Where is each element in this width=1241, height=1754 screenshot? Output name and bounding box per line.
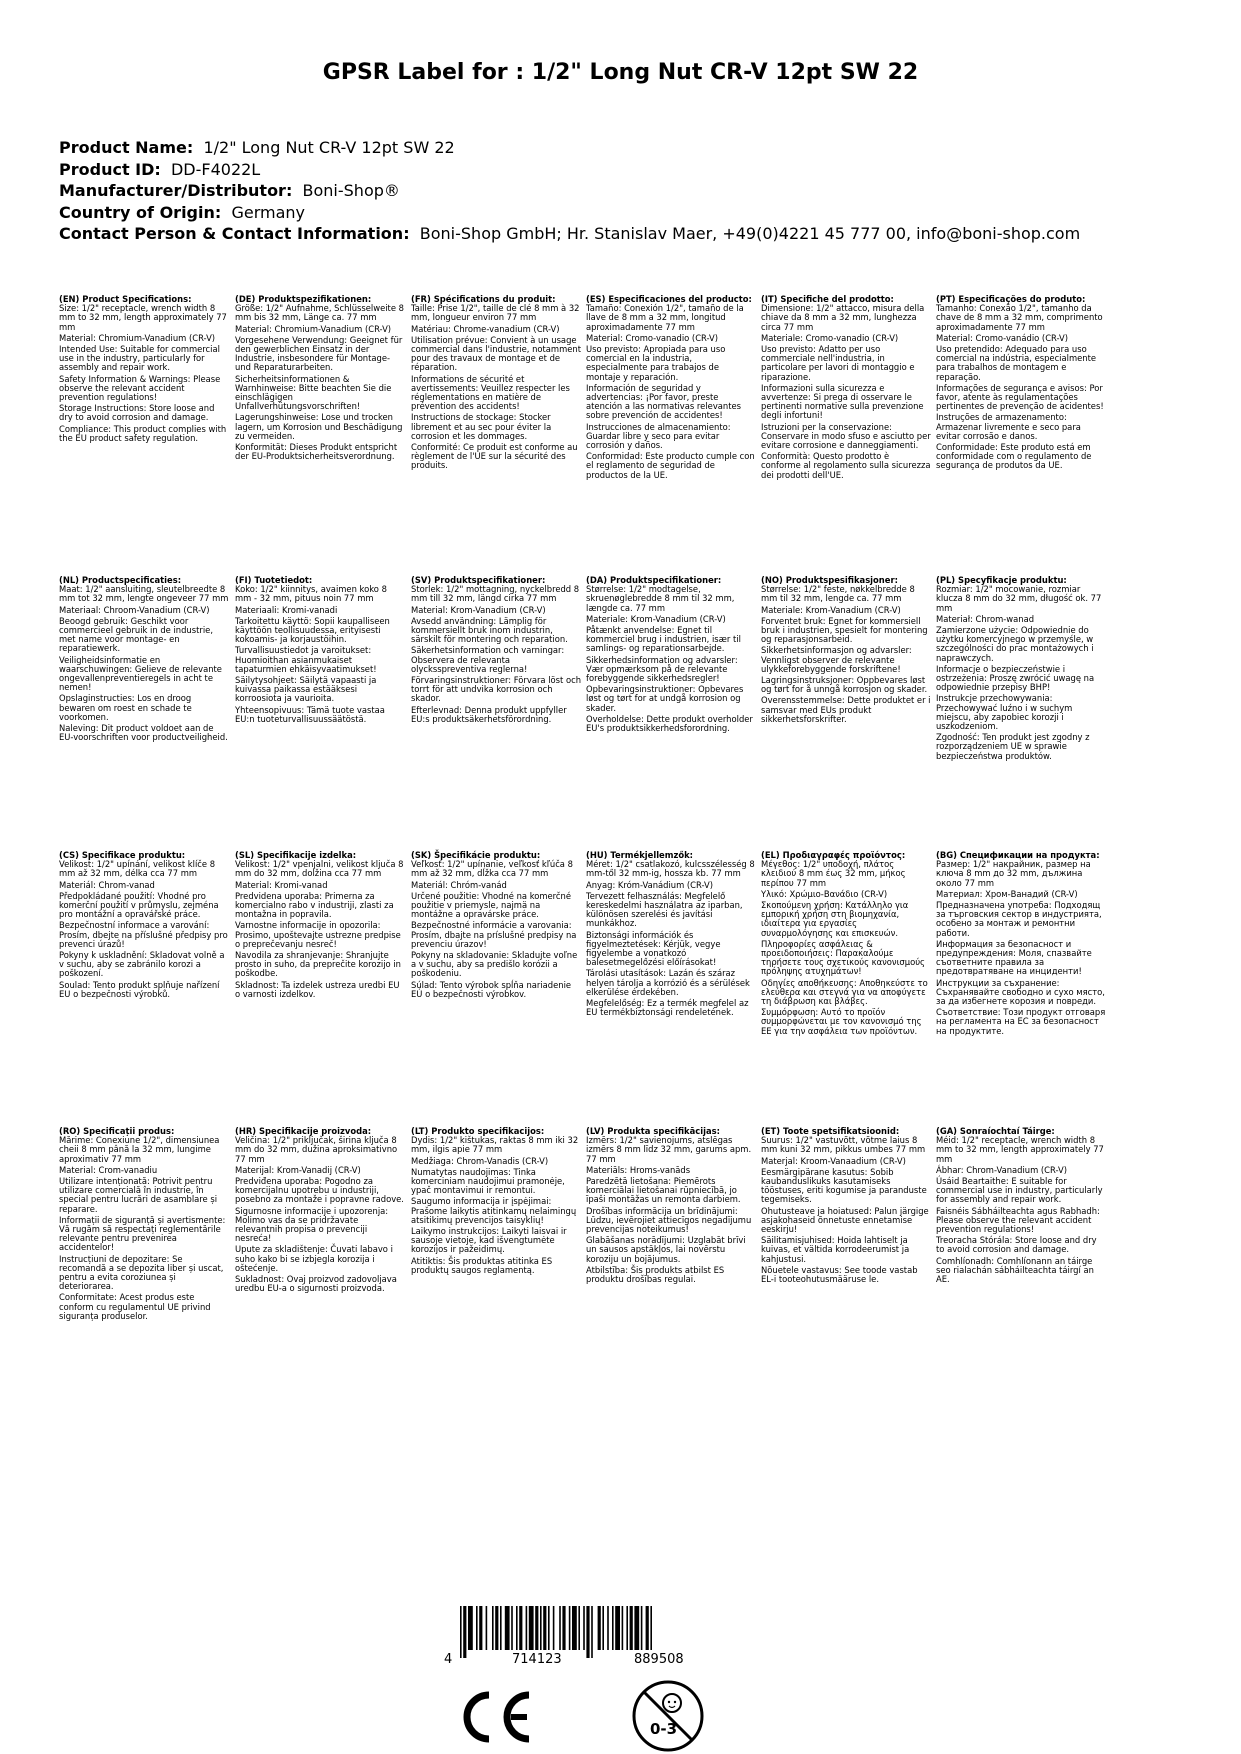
language-heading: (HR) Specifikacije proizvoda: bbox=[235, 1126, 372, 1136]
spec-paragraph: Lagringsinstruksjoner: Oppbevares løst og tørt for å unngå korrosjon og skader. bbox=[761, 675, 928, 695]
barcode-bar bbox=[500, 1606, 502, 1650]
barcode-bar bbox=[526, 1606, 528, 1650]
spec-paragraph: Informations de sécurité et avertissements: Veuillez respecter les réglementations en matière de prévention des accidents! bbox=[411, 373, 570, 412]
language-block bbox=[235, 851, 405, 1001]
spec-paragraph: Numatytas naudojimas: Tinka komerciniam naudojimui pramonėje, ypač montavimui ir remontui. bbox=[411, 1166, 565, 1196]
origin-row bbox=[59, 202, 1199, 224]
spec-paragraph: Soulad: Tento produkt splňuje nařízení EU o bezpečnosti výrobků. bbox=[59, 979, 220, 999]
spec-paragraph: Conformidade: Este produto está em conformidade com o regulamento de segurança de produtos da UE. bbox=[936, 442, 1092, 471]
language-block bbox=[235, 1127, 405, 1295]
spec-paragraph: Tamanho: Conexão 1/2", tamanho da chave de 8 mm a 32 mm, comprimento aproximadamente 77 mm bbox=[936, 303, 1103, 332]
barcode-bar bbox=[578, 1606, 580, 1650]
spec-paragraph: Sigurnosne informacije i upozorenja: Molimo vas da se pridržavate relevantnih propisa o prevenciji nesreća! bbox=[235, 1205, 389, 1244]
spec-paragraph: Forventet bruk: Egnet for kommersiell bruk i industrien, spesielt for montering og reparasjonsarbeid. bbox=[761, 615, 928, 645]
spec-paragraph: Informacje o bezpieczeństwie i ostrzeżenia: Proszę zwrócić uwagę na odpowiednie przepisy BHP! bbox=[936, 663, 1095, 693]
spec-paragraph: Συμμόρφωση: Αυτό το προϊόν συμμορφώνεται με τον κανονισμό της ΕΕ για την ασφάλεια των προϊόντων. bbox=[761, 1007, 922, 1036]
spec-paragraph: Πληροφορίες ασφάλειας & προειδοποιήσεις: Παρακαλούμε τηρήσετε τους σχετικούς κανονισμούς πρόληψης ατυχημάτων! bbox=[761, 938, 925, 977]
spec-paragraph: Materiale: Cromo-vanadio (CR-V) bbox=[761, 332, 899, 343]
spec-paragraph: Upute za skladištenje: Čuvati labavo i suho kako bi se izbjegla korozija i oštećenje. bbox=[235, 1244, 393, 1273]
spec-paragraph: Tervezett felhasználás: Megfelelő kereskedelmi használatra az iparban, különösen szerelési és javítási munkákhoz. bbox=[586, 890, 743, 929]
language-block bbox=[936, 1127, 1106, 1286]
spec-paragraph: Dimensione: 1/2" attacco, misura della chiave da 8 mm a 32 mm, lunghezza circa 77 mm bbox=[761, 303, 925, 332]
language-heading: (PT) Especificações do produto: bbox=[936, 294, 1086, 304]
product-id-value: DD-F4022L bbox=[170, 159, 261, 179]
spec-paragraph: Nõuetele vastavus: See toode vastab EL-i tooteohutusmääruse le. bbox=[761, 1264, 918, 1285]
spec-paragraph: Storage Instructions: Store loose and dry to avoid corrosion and damage. bbox=[59, 403, 215, 423]
spec-paragraph: Eesmärgipärane kasutus: Sobib kaubanduslikuks kasutamiseks tööstuses, eriti kogumise ja paranduste tegemiseks. bbox=[761, 1166, 927, 1205]
spec-paragraph: Materiał: Chrom-wanad bbox=[936, 613, 1035, 624]
spec-paragraph: Drošības informācija un brīdinājumi: Lūdzu, ievērojiet attiecīgos negadījumu prevencijas noteikumus! bbox=[586, 1205, 752, 1235]
barcode-bar bbox=[543, 1606, 546, 1650]
spec-paragraph: Sikkerhedsinformation og advarsler: Vær opmærksom på de relevante forebyggende sikkerhedsregler! bbox=[586, 654, 738, 684]
spec-paragraph: Materjal: Kroom-Vanaadium (CR-V) bbox=[761, 1155, 906, 1166]
spec-paragraph: Biztonsági információk és figyelmeztetések: Kérjük, vegye figyelembe a vonatkozó balesetmegelőzési előírásokat! bbox=[586, 929, 721, 968]
language-block bbox=[235, 576, 405, 726]
spec-paragraph: Material: Krom-Vanadium (CR-V) bbox=[411, 604, 546, 615]
spec-paragraph: Koko: 1/2" kiinnitys, avaimen koko 8 mm - 32 mm, pituus noin 77 mm bbox=[235, 584, 387, 604]
barcode-bar bbox=[519, 1606, 522, 1650]
barcode-digits-3: 889508 bbox=[634, 1652, 684, 1666]
spec-paragraph: Σκοπούμενη χρήση: Κατάλληλο για εμπορική χρήση στη βιομηχανία, ιδιαίτερα για εργασίες συναρμολόγησης και επισκευών. bbox=[761, 900, 909, 938]
spec-paragraph: Sukladnost: Ovaj proizvod zadovoljava uredbu EU-a o sigurnosti proizvoda. bbox=[235, 1274, 397, 1294]
contact-row bbox=[59, 223, 1199, 245]
spec-paragraph: Materijal: Krom-Vanadij (CR-V) bbox=[235, 1164, 361, 1175]
language-heading: (LT) Produkto specifikacijos: bbox=[411, 1126, 545, 1136]
spec-paragraph: Velikost: 1/2" upínání, velikost klíče 8 mm až 32 mm, délka cca 77 mm bbox=[59, 859, 216, 879]
barcode-bar bbox=[612, 1606, 614, 1650]
spec-paragraph: Navodila za shranjevanje: Shranjujte prosto in suho, da preprečite korozijo in poškodbe. bbox=[235, 950, 401, 979]
ean-barcode bbox=[440, 1606, 740, 1666]
spec-paragraph: Megfelelőség: Ez a termék megfelel az EU termékbiztonsági rendeletének. bbox=[586, 998, 749, 1018]
barcode-bar bbox=[622, 1606, 624, 1650]
spec-paragraph: Lagerungshinweise: Lose und trocken lagern, um Korrosion und Beschädigung zu vermeiden. bbox=[235, 412, 403, 441]
barcode-bar bbox=[641, 1606, 643, 1650]
spec-paragraph: Saugumo informacija ir įspėjimai: Prašome laikytis atitinkamų nelaimingų atsitikimų prevencijos taisyklių! bbox=[411, 1196, 577, 1225]
language-block bbox=[761, 295, 931, 482]
spec-paragraph: Pokyny na skladovanie: Skladujte voľne a v suchu, aby sa predišlo korózii a poškodeniu. bbox=[411, 950, 578, 979]
spec-paragraph: Οδηγίες αποθήκευσης: Αποθηκεύστε το ελεύθερα και στεγνά για να αποφύγετε τη διάβρωση και βλάβες. bbox=[761, 977, 928, 1007]
language-heading: (BG) Спецификации на продукта: bbox=[936, 850, 1100, 860]
spec-paragraph: Størrelse: 1/2" feste, nøkkelbredde 8 mm til 32 mm, lengde ca. 77 mm bbox=[761, 584, 915, 604]
spec-paragraph: Säilitamisjuhised: Hoida lahtiselt ja kuivas, et vältida korrodeerumist ja kahjustusi. bbox=[761, 1235, 910, 1264]
barcode-bar bbox=[548, 1606, 550, 1650]
page-title: GPSR Label for : 1/2" Long Nut CR-V 12pt SW 22 bbox=[322, 60, 919, 85]
spec-paragraph: Μέγεθος: 1/2" υποδοχή, πλάτος κλειδιού 8 mm έως 32 mm, μήκος περίπου 77 mm bbox=[761, 859, 906, 888]
language-heading: (SV) Produktspecifikationer: bbox=[411, 575, 546, 585]
spec-paragraph: Conformité: Ce produit est conforme au règlement de l'UE sur la sécurité des produits. bbox=[411, 442, 578, 471]
language-block bbox=[411, 851, 581, 1001]
language-block bbox=[586, 1127, 756, 1286]
spec-paragraph: Materiale: Krom-Vanadium (CR-V) bbox=[761, 604, 901, 615]
spec-paragraph: Sicherheitsinformationen & Warnhinweise: Bitte beachten Sie die einschlägigen Unfallverhütungsvorschriften! bbox=[235, 373, 392, 412]
spec-paragraph: Laikymo instrukcijos: Laikyti laisvai ir sausoje vietoje, kad išvengtumėte korozijos ir pažeidimų. bbox=[411, 1226, 567, 1255]
spec-paragraph: Taille: Prise 1/2", taille de clé 8 mm à 32 mm, longueur environ 77 mm bbox=[411, 303, 580, 323]
language-block bbox=[586, 295, 756, 482]
spec-paragraph: Storlek: 1/2" mottagning, nyckelbredd 8 mm till 32 mm, längd cirka 77 mm bbox=[411, 584, 580, 604]
manufacturer-value: Boni-Shop® bbox=[302, 181, 400, 200]
spec-paragraph: Predvidena uporaba: Primerna za komercialno rabo v industriji, zlasti za montažna in popravila. bbox=[235, 890, 394, 920]
spec-paragraph: Veiligheidsinformatie en waarschuwingen: Gelieve de relevante ongevallenpreventieregels in acht te nemen! bbox=[59, 654, 222, 693]
language-heading: (CS) Specifikace produktu: bbox=[59, 850, 186, 860]
spec-paragraph: Faisnéis Sábháilteachta agus Rabhadh: Please observe the relevant accident prevention regulations! bbox=[936, 1205, 1100, 1235]
spec-paragraph: Comhlíonadh: Comhlíonann an táirge seo rialachán sábháilteachta táirgí an AE. bbox=[936, 1255, 1094, 1285]
spec-paragraph: Ohutusteave ja hoiatused: Palun järgige asjakohaseid õnnetuste ennetamise eeskirju! bbox=[761, 1205, 929, 1235]
spec-paragraph: Instruções de armazenamento: Armazenar livremente e seco para evitar corrosão e danos. bbox=[936, 412, 1081, 441]
language-block bbox=[586, 576, 756, 735]
spec-paragraph: Размер: 1/2" накрайник, размер на ключа 8 mm до 32 mm, дължина около 77 mm bbox=[936, 859, 1091, 888]
barcode-bar bbox=[650, 1606, 652, 1650]
barcode-bar bbox=[529, 1606, 534, 1650]
spec-paragraph: Predviđena uporaba: Pogodno za komercijalnu upotrebu u industriji, posebno za montaže i popravne radove. bbox=[235, 1176, 404, 1205]
language-block bbox=[411, 576, 581, 726]
language-block bbox=[761, 1127, 931, 1286]
barcode-bar bbox=[598, 1606, 601, 1650]
spec-paragraph: Ábhar: Chrom-Vanadium (CR-V) bbox=[936, 1164, 1068, 1175]
spec-paragraph: Suurus: 1/2" vastuvõtt, võtme laius 8 mm kuni 32 mm, pikkus umbes 77 mm bbox=[761, 1135, 926, 1155]
spec-paragraph: Conformitate: Acest produs este conform cu regulamentul UE privind siguranța produselor. bbox=[59, 1292, 211, 1321]
product-name-label: Product Name: bbox=[59, 138, 194, 157]
spec-paragraph: Инструкции за съхранение: Съхранявайте свободно и сухо място, за да избегнете корозия и повреди. bbox=[936, 977, 1105, 1007]
manufacturer-label: Manufacturer/Distributor: bbox=[59, 181, 293, 200]
spec-paragraph: Předpokládané použití: Vhodné pro komerční použití v průmyslu, zejména pro montážní a opravářské práce. bbox=[59, 890, 219, 920]
spec-paragraph: Overholdelse: Dette produkt overholder EU's produktsikkerhedsforordning. bbox=[586, 713, 753, 734]
barcode-bar bbox=[572, 1606, 577, 1650]
spec-paragraph: Materiál: Chrom-vanad bbox=[59, 879, 155, 890]
barcode-bar bbox=[535, 1606, 538, 1650]
spec-paragraph: Uso pretendido: Adequado para uso comercial na indústria, especialmente para trabalhos de montagem e reparação. bbox=[936, 344, 1097, 382]
spec-paragraph: Bezpečnostné informácie a varovania: Prosím, dbajte na príslušné predpisy na prevenciu úrazov! bbox=[411, 920, 577, 949]
spec-paragraph: Tarkoitettu käyttö: Sopii kaupalliseen käyttöön teollisuudessa, erityisesti kokoamis- ja korjaustöihin. bbox=[235, 615, 390, 645]
spec-paragraph: Mărime: Conexiune 1/2", dimensiunea cheii 8 mm până la 32 mm, lungime aproximativ 77 mm bbox=[59, 1135, 220, 1164]
spec-paragraph: Naleving: Dit product voldoet aan de EU-voorschriften voor productveiligheid. bbox=[59, 723, 228, 743]
language-block bbox=[59, 295, 229, 445]
barcode-bar bbox=[479, 1606, 482, 1650]
spec-paragraph: Beoogd gebruik: Geschikt voor commercieel gebruik in de industrie, met name voor montage- en reparatiewerk. bbox=[59, 615, 213, 654]
spec-paragraph: Maat: 1/2" aansluiting, sleutelbreedte 8 mm tot 32 mm, lengte ongeveer 77 mm bbox=[59, 584, 229, 604]
product-name-value: 1/2" Long Nut CR-V 12pt SW 22 bbox=[203, 138, 455, 157]
spec-paragraph: Säkerhetsinformation och varningar: Observera de relevanta olycksspreventiva reglerna! bbox=[411, 645, 565, 674]
spec-paragraph: Velikost: 1/2" vpenjalni, velikost ključa 8 mm do 32 mm, dolžina cca 77 mm bbox=[235, 859, 404, 879]
language-block bbox=[761, 851, 931, 1038]
spec-paragraph: Bezpečnostní informace a varování: Prosím, dbejte na příslušné předpisy pro prevenci úrazů! bbox=[59, 920, 228, 949]
language-heading: (FR) Spécifications du produit: bbox=[411, 294, 556, 304]
language-heading: (NO) Produktspesifikasjoner: bbox=[761, 575, 898, 585]
language-heading: (EN) Product Specifications: bbox=[59, 294, 192, 304]
spec-paragraph: Atbilstība: Šis produkts atbilst ES produktu drošības regulai. bbox=[586, 1264, 725, 1285]
spec-paragraph: Størrelse: 1/2" modtagelse, skruenøglebredde 8 mm til 32 mm, længde ca. 77 mm bbox=[586, 584, 735, 613]
barcode-bar bbox=[486, 1606, 488, 1650]
spec-paragraph: Säilytysohjeet: Säilytä vapaasti ja kuivassa paikassa estääksesi korroosiota ja vaurioita. bbox=[235, 675, 377, 704]
spec-paragraph: Avsedd användning: Lämplig för kommersiellt bruk inom industrin, särskilt för montering och reparation. bbox=[411, 615, 568, 645]
spec-paragraph: Konformität: Dieses Produkt entspricht der EU-Produktsicherheitsverordnung. bbox=[235, 442, 398, 462]
contact-value: Boni-Shop GmbH; Hr. Stanislav Maer, +49(0)4221 45 777 00, info@boni-shop.com bbox=[419, 224, 1081, 243]
language-block bbox=[936, 295, 1106, 473]
barcode-bar bbox=[615, 1606, 620, 1650]
spec-paragraph: Veľkosť: 1/2" upínanie, veľkosť kľúča 8 mm až 32 mm, dĺžka cca 77 mm bbox=[411, 859, 573, 879]
barcode-bar bbox=[511, 1606, 513, 1650]
spec-paragraph: Opslaginstructies: Los en droog bewaren om roest en schade te voorkomen. bbox=[59, 693, 192, 722]
barcode-bar bbox=[646, 1606, 649, 1650]
spec-paragraph: Materiaal: Chroom-Vanadium (CR-V) bbox=[59, 604, 210, 615]
spec-paragraph: Treoracha Stórála: Store loose and dry to avoid corrosion and damage. bbox=[936, 1235, 1097, 1255]
barcode-bar bbox=[492, 1606, 494, 1650]
barcode-bar bbox=[630, 1606, 633, 1650]
language-heading: (PL) Specyfikacje produktu: bbox=[936, 575, 1067, 585]
language-heading: (RO) Specificații produs: bbox=[59, 1126, 175, 1136]
language-block bbox=[59, 851, 229, 1001]
spec-paragraph: Material: Cromo-vanadio (CR-V) bbox=[586, 332, 719, 343]
spec-paragraph: Material: Kromi-vanad bbox=[235, 879, 328, 890]
barcode-bar bbox=[562, 1606, 565, 1650]
language-heading: (GA) Sonraíochtaí Táirge: bbox=[936, 1126, 1055, 1136]
spec-paragraph: Informații de siguranță și avertismente: Vă rugăm să respectați reglementările relevante pentru prevenirea accidentelor! bbox=[59, 1214, 226, 1253]
barcode-bar bbox=[607, 1606, 609, 1650]
spec-paragraph: Material: Cromo-vanádio (CR-V) bbox=[936, 332, 1069, 343]
barcode-digits-2: 714123 bbox=[512, 1652, 562, 1666]
spec-paragraph: Sikkerhetsinformasjon og advarsler: Vennligst observer de relevante ulykkeforebyggende forskriftene! bbox=[761, 645, 912, 674]
language-heading: (IT) Specifiche del prodotto: bbox=[761, 294, 894, 304]
barcode-bar bbox=[634, 1606, 639, 1650]
spec-paragraph: Materiāls: Hroms-vanāds bbox=[586, 1164, 691, 1175]
barcode-bar bbox=[583, 1606, 585, 1650]
spec-paragraph: Material: Crom-vanadiu bbox=[59, 1164, 158, 1175]
barcode-bar bbox=[505, 1606, 510, 1650]
spec-paragraph: Zgodność: Ten produkt jest zgodny z rozporządzeniem UE w sprawie bezpieczeństwa produktów. bbox=[936, 732, 1090, 761]
manufacturer-row bbox=[59, 180, 1199, 202]
spec-paragraph: Vorgesehene Verwendung: Geeignet für den gewerblichen Einsatz in der Industrie, insbesondere für Montage- und Reparaturarbeiten. bbox=[235, 334, 403, 373]
product-id-label: Product ID: bbox=[59, 159, 161, 179]
spec-paragraph: Съответствие: Този продукт отговаря на регламента на ЕС за безопасност на продуктите. bbox=[936, 1007, 1106, 1036]
spec-paragraph: Varnostne informacije in opozorila: Prosimo, upoštevajte ustrezne predpise o preprečevanju nesreč! bbox=[235, 920, 401, 949]
barcode-bar bbox=[591, 1606, 593, 1658]
spec-paragraph: Veličina: 1/2" priključak, širina ključa 8 mm do 32 mm, dužina aproksimativno 77 mm bbox=[235, 1135, 398, 1164]
spec-paragraph: Určené použitie: Vhodné na komerčné použitie v priemysle, najmä na montážne a opravárske práce. bbox=[411, 890, 571, 920]
barcode-bar bbox=[540, 1606, 542, 1650]
spec-paragraph: Tárolási utasítások: Lazán és száraz helyen tárolja a korrózió és a sérülések elkerülése érdekében. bbox=[586, 968, 750, 997]
language-block bbox=[761, 576, 931, 726]
barcode-bar bbox=[559, 1606, 561, 1650]
spec-paragraph: Größe: 1/2" Aufnahme, Schlüsselweite 8 mm bis 32 mm, Länge ca. 77 mm bbox=[235, 303, 404, 323]
product-id-row bbox=[59, 159, 1199, 181]
language-heading: (NL) Productspecificaties: bbox=[59, 575, 182, 585]
spec-paragraph: Uso previsto: Adatto per uso commerciale nell'industria, in particolare per lavori di montaggio e riparazione. bbox=[761, 344, 915, 382]
spec-paragraph: Izmērs: 1/2" savienojums, atslēgas izmērs 8 mm līdz 32 mm, garums apm. 77 mm bbox=[586, 1135, 752, 1164]
spec-paragraph: Materiaali: Kromi-vanadi bbox=[235, 604, 338, 615]
spec-paragraph: Overensstemmelse: Dette produktet er i samsvar med EUs produkt sikkerhetsforskrifter. bbox=[761, 695, 931, 724]
language-heading: (ES) Especificaciones del producto: bbox=[586, 294, 752, 304]
barcode-bar bbox=[476, 1606, 478, 1650]
language-block bbox=[59, 576, 229, 744]
age-warning-icon bbox=[630, 1678, 706, 1754]
spec-paragraph: Zamierzone użycie: Odpowiednie do użytku komercyjnego w przemyśle, w szczególności do prac montażowych i naprawczych. bbox=[936, 625, 1094, 663]
contact-label: Contact Person & Contact Information: bbox=[59, 224, 410, 243]
language-block bbox=[411, 1127, 581, 1277]
spec-paragraph: Medžiaga: Chrom-Vanadis (CR-V) bbox=[411, 1155, 549, 1166]
spec-paragraph: Súlad: Tento výrobok spĺňa nariadenie EÚ o bezpečnosti výrobkov. bbox=[411, 979, 572, 999]
barcode-bar bbox=[586, 1606, 589, 1658]
language-block bbox=[411, 295, 581, 473]
spec-paragraph: Material: Chromium-Vanadium (CR-V) bbox=[59, 332, 216, 343]
spec-paragraph: Pokyny k uskladnění: Skladovat volně a v suchu, aby se zabránilo korozi a poškození. bbox=[59, 950, 225, 979]
ce-mark-icon bbox=[455, 1687, 535, 1747]
spec-paragraph: Instrukcje przechowywania: Przechowywać luźno i w suchym miejscu, aby zapobiec korozji i uszkodzeniom. bbox=[936, 693, 1073, 732]
spec-paragraph: Materiál: Chróm-vanád bbox=[411, 879, 507, 890]
barcode-bar bbox=[553, 1606, 555, 1650]
product-name-row bbox=[59, 137, 1199, 159]
barcode-bar bbox=[602, 1606, 604, 1650]
spec-paragraph: Materiale: Krom-Vanadium (CR-V) bbox=[586, 613, 726, 624]
origin-label: Country of Origin: bbox=[59, 202, 222, 222]
spec-paragraph: Úsáid Beartaithe: E suitable for commercial use in industry, particularly for assembly and repair work. bbox=[936, 1176, 1103, 1205]
barcode-bar bbox=[626, 1606, 628, 1650]
spec-paragraph: Méret: 1/2" csatlakozó, kulcsszélesség 8 mm-től 32 mm-ig, hossza kb. 77 mm bbox=[586, 859, 755, 879]
spec-paragraph: Utilisation prévue: Convient à un usage commercial dans l'industrie, notamment pour des travaux de montage et de réparation. bbox=[411, 334, 581, 373]
spec-paragraph: Turvallisuustiedot ja varoitukset: Huomioithan asianmukaiset tapaturmien ehkäisyvaatimukset! bbox=[235, 645, 377, 674]
spec-paragraph: Size: 1/2" receptacle, wrench width 8 mm to 32 mm, length approximately 77 mm bbox=[59, 303, 227, 332]
spec-paragraph: Instrucciones de almacenamiento: Guardar libre y seco para evitar corrosión y daños. bbox=[586, 421, 731, 451]
spec-paragraph: Yhteensopivuus: Tämä tuote vastaa EU:n tuoteturvallisuussäätöstä. bbox=[235, 704, 385, 724]
barcode-bar bbox=[463, 1606, 466, 1658]
language-heading: (HU) Termékjellemzők: bbox=[586, 850, 694, 860]
spec-paragraph: Informações de segurança e avisos: Por favor, atente às regulamentações pertinentes de prevenção de acidentes! bbox=[936, 382, 1104, 412]
spec-paragraph: Intended Use: Suitable for commercial use in the industry, particularly for assembly and repair work. bbox=[59, 344, 220, 373]
language-heading: (FI) Tuotetiedot: bbox=[235, 575, 313, 585]
language-heading: (SK) Špecifikácie produktu: bbox=[411, 850, 541, 860]
language-heading: (ET) Toote spetsifikatsioonid: bbox=[761, 1126, 900, 1136]
barcode-bar bbox=[495, 1606, 498, 1650]
barcode-bar bbox=[516, 1606, 518, 1650]
spec-paragraph: Paredzētā lietošana: Piemērots komerciālai lietošanai rūpniecībā, jo īpaši montāžas un remonta darbiem. bbox=[586, 1176, 741, 1205]
language-block bbox=[936, 576, 1106, 763]
spec-paragraph: Förvaringsinstruktioner: Förvara löst och torrt för att undvika korrosion och skador. bbox=[411, 675, 581, 704]
spec-paragraph: Material: Chromium-Vanadium (CR-V) bbox=[235, 323, 392, 334]
barcode-bar bbox=[468, 1606, 473, 1650]
barcode-digit-1: 4 bbox=[444, 1652, 453, 1666]
spec-paragraph: Skladnost: Ta izdelek ustreza uredbi EU o varnosti izdelkov. bbox=[235, 979, 400, 999]
spec-paragraph: Информация за безопасност и предупреждения: Моля, спазвайте съответните правила за предотвратяване на инциденти! bbox=[936, 938, 1092, 977]
spec-paragraph: Informazioni sulla sicurezza e avvertenze: Si prega di osservare le pertinenti normative sulla prevenzione degli infortuni! bbox=[761, 382, 924, 421]
barcode-bar bbox=[460, 1606, 462, 1658]
spec-paragraph: Instructions de stockage: Stocker librement et au sec pour éviter la corrosion et les dommages. bbox=[411, 412, 552, 441]
language-heading: (EL) Προδιαγραφές προϊόντος: bbox=[761, 850, 906, 860]
spec-paragraph: Предназначена употреба: Подходящ за търговския сектор в индустрията, особено за монтаж и ремонтни работи. bbox=[936, 900, 1102, 938]
origin-value: Germany bbox=[231, 202, 305, 222]
spec-paragraph: Материал: Хром-Ванадий (CR-V) bbox=[936, 888, 1078, 899]
spec-paragraph: Matériau: Chrome-vanadium (CR-V) bbox=[411, 323, 560, 334]
language-block bbox=[235, 295, 405, 463]
language-heading: (DA) Produktspecifikationer: bbox=[586, 575, 722, 585]
spec-paragraph: Opbevaringsinstruktioner: Opbevares løst og tørt for at undgå korrosion og skader. bbox=[586, 684, 744, 713]
spec-paragraph: Conformità: Questo prodotto è conforme al regolamento sulla sicurezza dei prodotti dell'UE. bbox=[761, 451, 931, 480]
spec-paragraph: Méid: 1/2" receptacle, wrench width 8 mm to 32 mm, length approximately 77 mm bbox=[936, 1135, 1104, 1164]
spec-paragraph: Utilizare intenționată: Potrivit pentru utilizare comercială în industrie, în special pentru lucrări de asamblare și reparare. bbox=[59, 1176, 218, 1214]
spec-paragraph: Rozmiar: 1/2" mocowanie, rozmiar klucza 8 mm do 32 mm, długość ok. 77 mm bbox=[936, 584, 1102, 613]
language-heading: (LV) Produkta specifikācijas: bbox=[586, 1126, 720, 1136]
spec-paragraph: Atitiktis: Šis produktas atitinka ES produktų saugos reglamentą. bbox=[411, 1255, 553, 1275]
age-range-label: 0-3 bbox=[650, 1720, 678, 1738]
spec-paragraph: Υλικό: Χρώμιο-Βανάδιο (CR-V) bbox=[761, 888, 888, 899]
spec-paragraph: Påtænkt anvendelse: Egnet til kommerciel brug i industrien, især til samlings- og reparationsarbejde. bbox=[586, 625, 741, 654]
spec-paragraph: Efterlevnad: Denna produkt uppfyller EU:s produktsäkerhetsförordning. bbox=[411, 704, 567, 724]
language-block bbox=[59, 1127, 229, 1323]
spec-paragraph: Instrucțiuni de depozitare: Se recomandă a se depozita liber și uscat, pentru a evita coroziunea și deteriorarea. bbox=[59, 1253, 224, 1292]
spec-paragraph: Tamaño: Conexión 1/2", tamaño de la llave de 8 mm a 32 mm, longitud aproximadamente 77 mm bbox=[586, 303, 744, 332]
spec-paragraph: Anyag: Króm-Vanádium (CR-V) bbox=[586, 879, 714, 890]
spec-paragraph: Información de seguridad y advertencias: ¡Por favor, preste atención a las normativas relevantes sobre prevención de accidentes! bbox=[586, 382, 742, 421]
spec-paragraph: Uso previsto: Apropiada para uso comercial en la industria, especialmente para trabajos de montaje y reparación. bbox=[586, 344, 726, 382]
product-info bbox=[59, 137, 1199, 245]
spec-paragraph: Safety Information & Warnings: Please observe the relevant accident prevention regulations! bbox=[59, 373, 221, 403]
language-heading: (DE) Produktspezifikationen: bbox=[235, 294, 372, 304]
language-heading: (SL) Specifikacije izdelka: bbox=[235, 850, 357, 860]
spec-paragraph: Istruzioni per la conservazione: Conservare in modo sfuso e asciutto per evitare corrosione e danneggiamenti. bbox=[761, 421, 931, 451]
spec-paragraph: Compliance: This product complies with the EU product safety regulation. bbox=[59, 423, 227, 443]
spec-paragraph: Conformidad: Este producto cumple con el reglamento de seguridad de productos de la UE. bbox=[586, 451, 755, 480]
language-block bbox=[586, 851, 756, 1019]
spec-paragraph: Glabāšanas norādījumi: Uzglabāt brīvi un sausos apstākļos, lai novērstu koroziju un bojājumus. bbox=[586, 1235, 746, 1264]
spec-paragraph: Dydis: 1/2" kištukas, raktas 8 mm iki 32 mm, ilgis apie 77 mm bbox=[411, 1135, 579, 1155]
barcode-bar bbox=[569, 1606, 571, 1650]
language-block bbox=[936, 851, 1106, 1038]
